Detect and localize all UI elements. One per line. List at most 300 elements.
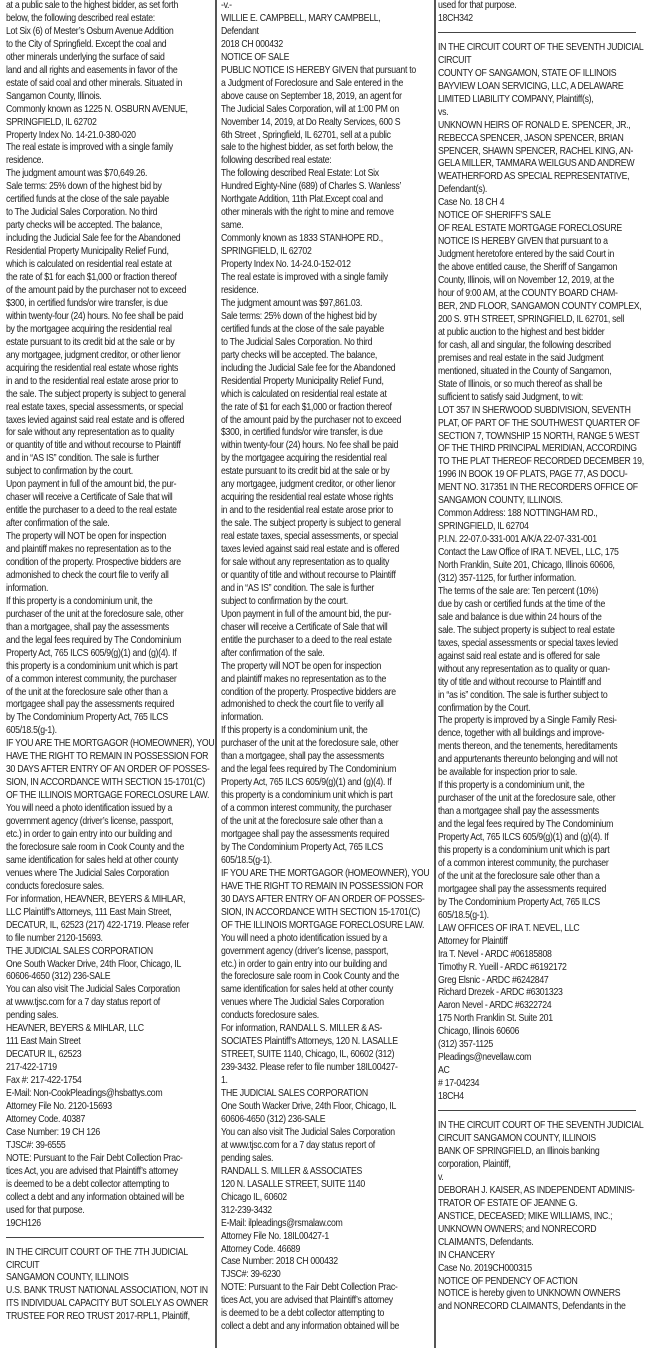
- notice-text-line: certified funds at the close of the sale payable: [221, 323, 384, 335]
- notice-text-line: Property Act, 765 ILCS 605/9(g)(1) and (g)(4). If: [438, 832, 609, 844]
- notice-text-line: by the mortgagee acquiring the residential real: [221, 453, 387, 465]
- notice-separator: [438, 1110, 636, 1111]
- notice-text-line: MENT NO. 317351 IN THE RECORDERS OFFICE OF: [438, 482, 638, 494]
- notice-text-line: $300, in certified funds/or wire transfer, is due: [6, 297, 168, 309]
- notice-text-line: SPRINGFIELD, IL 62702: [6, 116, 97, 128]
- notice-text-line: SION, IN ACCORDANCE WITH SECTION 15-1701(C): [221, 906, 420, 918]
- notice-text-line: If this property is a condominium unit, the: [221, 725, 368, 737]
- notice-text-line: NOTE: Pursuant to the Fair Debt Collection Prac-: [221, 1282, 398, 1294]
- notice-text-line: or quantity of title and without recourse to Plaintiff: [6, 440, 181, 452]
- notice-text-line: Ira T. Nevel - ARDC #06185808: [438, 948, 552, 960]
- notice-text-line: same identification for sales held at other county: [6, 854, 179, 866]
- notice-text-line: IF YOU ARE THE MORTGAGOR (HOMEOWNER), YOU: [221, 867, 430, 879]
- notice-text-line: TRUSTEE FOR REO TRUST 2017-RPL1, Plaintiff,: [6, 1311, 190, 1323]
- notice-text-line: premises and real estate in the said Judgment: [438, 352, 604, 364]
- notice-text-line: purchaser of the unit at the foreclosure sale, other: [221, 738, 399, 750]
- notice-text-line: above cause on September 18, 2019, an agent for: [221, 90, 402, 102]
- notice-text-line: and plaintiff makes no representation as to the: [6, 544, 172, 556]
- column-2: [221, 0, 429, 1356]
- notice-text-line: HEAVNER, BEYERS & MIHLAR, LLC: [6, 1023, 144, 1035]
- notice-text-line: pending sales.: [6, 1010, 59, 1022]
- notice-text-line: mortgagee shall pay the assessments required: [438, 883, 607, 895]
- notice-text-line: the sale. The subject property is subject to general: [221, 518, 401, 530]
- legal-notice-block: [438, 42, 648, 1104]
- notice-text-line: LLC Plaintiff’s Attorneys, 111 East Main Street,: [6, 906, 172, 918]
- notice-text-line: at www.tjsc.com for a 7 day status report of: [221, 1139, 375, 1151]
- notice-text-line: Commonly known as 1833 STANHOPE RD.,: [221, 233, 383, 245]
- notice-text-line: You can also visit The Judicial Sales Corporation: [221, 1126, 395, 1138]
- notice-text-line: entitle the purchaser to a deed to the real estate: [6, 505, 177, 517]
- notice-text-line: corporation, Plaintiff,: [438, 1158, 511, 1170]
- notice-text-line: DECATUR, IL, 62523 (217) 422-1719. Please refer: [6, 919, 190, 931]
- notice-text-line: conducts foreclosure sales.: [6, 880, 104, 892]
- notice-text-line: government agency (driver’s license, passport,: [221, 945, 389, 957]
- notice-text-line: vs.: [438, 106, 449, 118]
- notice-text-line: Property Index No. 14-24.0-152-012: [221, 259, 351, 271]
- notice-text-line: One South Wacker Drive, 24th Floor, Chicago, IL: [6, 958, 182, 970]
- notice-text-line: etc.) in order to gain entry into our building and: [6, 829, 172, 840]
- notice-text-line: 1.: [221, 1075, 228, 1087]
- notice-text-line: to The Judicial Sales Corporation. No third: [6, 207, 158, 219]
- notice-text-line: 2018 CH 000432: [221, 38, 283, 50]
- notice-text-line: IN THE CIRCUIT COURT OF THE 7TH JUDICIAL: [6, 1246, 188, 1258]
- notice-text-line: PLAT, OF PART OF THE SOUTHWEST QUARTER OF: [438, 417, 640, 429]
- notice-text-line: Sangamon County, Illinois.: [6, 90, 102, 102]
- notice-text-line: 60606-4650 (312) 236-SALE: [6, 971, 111, 983]
- notice-text-line: BANK OF SPRINGFIELD, an Illinois banking: [438, 1145, 600, 1157]
- notice-text-line: and in “AS IS” condition. The sale is further: [6, 453, 160, 465]
- notice-text-line: real estate taxes, special assessments, or special: [6, 401, 183, 413]
- notice-text-line: Case Number: 19 CH 126: [6, 1126, 100, 1138]
- notice-text-line: North Franklin, Suite 201, Chicago, Illinois 60606,: [438, 560, 615, 572]
- notice-text-line: AC: [438, 1065, 450, 1077]
- notice-text-line: sufficient to satisfy said Judgment, to wit:: [438, 391, 584, 403]
- notice-text-line: OF THE THIRD PRINCIPAL MERIDIAN, ACCORDING: [438, 443, 637, 455]
- notice-text-line: of the amount paid by the purchaser not to exceed: [221, 414, 402, 426]
- notice-text-line: hour of 9:00 AM, at the COUNTY BOARD CHAM-: [438, 288, 618, 300]
- notice-text-line: WILLIE E. CAMPBELL, MARY CAMPBELL,: [221, 12, 381, 24]
- notice-text-line: Fax #: 217-422-1754: [6, 1075, 82, 1087]
- notice-text-line: other minerals underlying the surface of said: [6, 51, 165, 63]
- notice-text-line: Pleadings@nevellaw.com: [438, 1052, 532, 1064]
- notice-text-line: DECATUR IL, 62523: [6, 1049, 82, 1061]
- notice-text-line: after confirmation of the sale.: [6, 518, 110, 530]
- notice-text-line: to the City of Springfield. Except the coal and: [6, 38, 167, 50]
- notice-text-line: same identification for sales held at other county: [221, 984, 394, 996]
- notice-text-line: 18CH4: [438, 1091, 464, 1103]
- notice-text-line: without any representation as to quality or quan-: [438, 663, 610, 675]
- notice-text-line: BAYVIEW LOAN SERVICING, LLC, A DELAWARE: [438, 80, 624, 92]
- notice-text-line: to file number 2120-15693.: [6, 932, 103, 944]
- notice-text-line: Property Act, 765 ILCS 605/9(g)(1) and (g)(4). If: [6, 647, 177, 659]
- notice-text-line: chaser will receive a Certificate of Sale that will: [221, 621, 388, 633]
- notice-text-line: below, the following described real estate:: [6, 12, 155, 24]
- notice-text-line: Contact the Law Office of IRA T. NEVEL, LLC, 175: [438, 547, 619, 559]
- notice-text-line: within twenty-four (24) hours. No fee shall be paid: [221, 440, 399, 452]
- notice-text-line: at www.tjsc.com for a 7 day status report of: [6, 997, 160, 1009]
- notice-text-line: tity of title and without recourse to Plaintiff and: [438, 676, 601, 688]
- notice-text-line: subject to confirmation by the court.: [221, 595, 348, 607]
- notice-text-line: party checks will be accepted. The balance,: [221, 349, 378, 361]
- notice-text-line: GELA MILLER, TAMMARA WEILGUS AND ANDREW: [438, 158, 635, 170]
- notice-text-line: County, Illinois, will on November 12, 2019, at the: [438, 275, 615, 287]
- notice-text-line: is deemed to be a debt collector attempting to: [6, 1178, 170, 1190]
- notice-text-line: tices Act, you are advised that Plaintiff’s attorney: [221, 1295, 393, 1307]
- notice-text-line: NOTICE is hereby given to UNKNOWN OWNERS: [438, 1288, 621, 1300]
- notice-text-line: IN CHANCERY: [438, 1249, 495, 1261]
- notice-text-line: Northgate Addition, 11th Plat.Except coal and: [221, 194, 383, 206]
- notice-text-line: and the legal fees required by The Condominium: [438, 819, 614, 831]
- notice-text-line: SPENCER, SHAWN SPENCER, RACHEL KING, AN-: [438, 145, 634, 157]
- notice-text-line: information.: [6, 582, 49, 594]
- notice-text-line: LOT 357 IN SHERWOOD SUBDIVISION, SEVENTH: [438, 404, 631, 416]
- notice-text-line: estate pursuant to its credit bid at the sale or by: [6, 336, 175, 348]
- notice-text-line: Chicago, Illinois 60606: [438, 1026, 520, 1038]
- notice-text-line: STREET, SUITE 1140, Chicago, IL, 60602 (312): [221, 1049, 395, 1061]
- notice-text-line: including the Judicial Sale fee for the Abandoned: [6, 233, 181, 245]
- notice-text-line: P.I.N. 22-07.0-331-001 A/K/A 22-07-331-001: [438, 534, 597, 546]
- notice-text-line: this property is a condominium unit which is part: [221, 790, 393, 802]
- notice-text-line: taxes levied against said real estate and is offered: [6, 414, 185, 426]
- notice-text-line: condition of the property. Prospective bidders are: [221, 686, 396, 698]
- column-1: [6, 0, 216, 1356]
- notice-separator: [438, 32, 636, 33]
- notice-text-line: CIRCUIT: [6, 1259, 40, 1271]
- notice-text-line: SECTION 7, TOWNSHIP 15 NORTH, RANGE 5 WEST: [438, 430, 640, 442]
- notice-text-line: than a mortgagee, shall pay the assessments: [221, 751, 384, 763]
- notice-text-line: the rate of $1 for each $1,000 or fraction thereof: [221, 401, 392, 413]
- notice-text-line: used for that purpose.: [438, 0, 517, 11]
- notice-text-line: admonished to check the court file to verify all: [6, 569, 169, 581]
- notice-text-line: SANGAMON COUNTY, ILLINOIS: [6, 1272, 129, 1284]
- notice-text-line: UNKNOWN OWNERS; and NONRECORD: [438, 1223, 597, 1235]
- notice-text-line: the rate of $1 for each $1,000 or fraction thereof: [6, 272, 177, 284]
- notice-text-line: TO THE PLAT THEREOF RECORDED DECEMBER 19,: [438, 456, 644, 468]
- notice-text-line: party checks will be accepted. The balance,: [6, 220, 163, 232]
- notice-text-line: If this property is a condominium unit, the: [6, 595, 153, 607]
- notice-text-line: subject to confirmation by the court.: [6, 466, 133, 478]
- notice-text-line: certified funds at the close of the sale payable: [6, 194, 169, 206]
- notice-text-line: and the legal fees required by The Condominium: [6, 634, 182, 646]
- notice-text-line: Richard Drezek - ARDC #6301323: [438, 987, 563, 999]
- notice-text-line: Upon payment in full of the amount bid, the pur-: [6, 479, 177, 491]
- notice-text-line: sale and balance is due within 24 hours of the: [438, 611, 602, 623]
- notice-text-line: Attorney File No. 18IL00427-1: [221, 1230, 329, 1242]
- column-divider: [434, 0, 436, 1348]
- notice-text-line: 30 DAYS AFTER ENTRY OF AN ORDER OF POSSES-: [6, 764, 210, 776]
- notice-text-line: 120 N. LASALLE STREET, SUITE 1140: [221, 1178, 365, 1190]
- notice-text-line: 60606-4650 (312) 236-SALE: [221, 1113, 326, 1125]
- notice-text-line: CIRCUIT: [438, 54, 472, 66]
- notice-text-line: SION, IN ACCORDANCE WITH SECTION 15-1701(C): [6, 777, 205, 789]
- notice-text-line: venues where The Judicial Sales Corporation: [6, 867, 169, 879]
- notice-text-line: NOTICE IS HEREBY GIVEN that pursuant to a: [438, 236, 608, 248]
- notice-text-line: U.S. BANK TRUST NATIONAL ASSOCIATION, NOT IN: [6, 1285, 208, 1297]
- notice-text-line: Case Number: 2018 CH 000432: [221, 1256, 338, 1268]
- notice-text-line: Attorney File No. 2120-15693: [6, 1101, 112, 1113]
- notice-text-line: Attorney Code. 46689: [221, 1243, 301, 1255]
- notice-text-line: other minerals with the right to mine and remove: [221, 207, 394, 219]
- notice-text-line: the sale. The subject property is subject to general: [6, 388, 186, 400]
- notice-text-line: Attorney for Plaintiff: [438, 935, 508, 947]
- notice-text-line: PUBLIC NOTICE IS HEREBY GIVEN that pursuant to: [221, 64, 416, 76]
- notice-text-line: in “as is” condition. The sale is further subject to: [438, 689, 608, 701]
- notice-text-line: The following described Real Estate: Lot Six: [221, 168, 379, 180]
- notice-text-line: 30 DAYS AFTER ENTRY OF AN ORDER OF POSSES-: [221, 893, 425, 905]
- notice-text-line: mentioned, situated in the County of Sangamon,: [438, 365, 612, 377]
- notice-text-line: of the unit at the foreclosure sale other than a: [438, 870, 600, 882]
- notice-text-line: $300, in certified funds/or wire transfer, is due: [221, 427, 383, 439]
- notice-text-line: Lot Six (6) of Mester’s Osburn Avenue Addition: [6, 25, 174, 37]
- notice-text-line: Property Index No. 14-21.0-380-020: [6, 129, 136, 141]
- notice-text-line: against said real estate and is offered for sale: [438, 650, 600, 662]
- notice-text-line: You will need a photo identification issued by a: [6, 803, 173, 815]
- notice-text-line: E-Mail: Non-CookPleadings@hsbattys.com: [6, 1088, 163, 1100]
- notice-text-line: taxes levied against said real estate and is offered: [221, 544, 400, 556]
- notice-text-line: 312-239-3432: [221, 1204, 272, 1216]
- notice-text-line: of the unit at the foreclosure sale other than a: [6, 686, 168, 698]
- notice-text-line: same.: [221, 220, 244, 232]
- notice-text-line: 19CH126: [6, 1217, 41, 1229]
- notice-text-line: You will need a photo identification issued by a: [221, 932, 388, 944]
- notice-text-line: in and to the residential real estate arose prior to: [221, 505, 394, 517]
- notice-text-line: HAVE THE RIGHT TO REMAIN IN POSSESSION FOR: [221, 880, 424, 892]
- notice-text-line: due by cash or certified funds at the time of the: [438, 598, 606, 610]
- notice-text-line: tices Act, you are advised that Plaintiff’s attorney: [6, 1165, 178, 1177]
- notice-text-line: by The Condominium Property Act, 765 ILCS: [6, 712, 168, 724]
- notice-text-line: IN THE CIRCUIT COURT OF THE SEVENTH JUDICIAL: [438, 1120, 644, 1132]
- notice-text-line: COUNTY OF SANGAMON, STATE OF ILLINOIS: [438, 67, 617, 79]
- notice-text-line: to The Judicial Sales Corporation. No third: [221, 336, 373, 348]
- legal-notice-block: [221, 0, 429, 1334]
- notice-text-line: Sale terms: 25% down of the highest bid by: [6, 181, 162, 193]
- notice-text-line: TJSC#: 39-6230: [221, 1269, 281, 1281]
- notice-text-line: Sale terms: 25% down of the highest bid by: [221, 310, 377, 322]
- notice-text-line: UNKNOWN HEIRS OF RONALD E. SPENCER, JR.,: [438, 119, 631, 131]
- notice-text-line: collect a debt and any information obtained will be: [221, 1321, 400, 1333]
- notice-text-line: 6th Street , Springfield, IL 62701, sell at a public: [221, 129, 391, 141]
- notice-text-line: of the amount paid by the purchaser not to exceed: [6, 284, 187, 296]
- notice-text-line: The judgment amount was $97,861.03.: [221, 297, 363, 309]
- notice-text-line: Residential Property Municipality Relief Fund,: [221, 375, 384, 387]
- notice-text-line: acquiring the residential real estate whose rights: [221, 492, 394, 504]
- notice-text-line: conducts foreclosure sales.: [221, 1010, 319, 1022]
- notice-text-line: The property will NOT be open for inspection: [221, 660, 382, 672]
- notice-text-line: the above entitled cause, the Sheriff of Sangamon: [438, 262, 618, 274]
- notice-text-line: mortgagee shall pay the assessments required: [6, 699, 175, 711]
- notice-text-line: The property is improved by a Single Family Resi-: [438, 715, 617, 727]
- notice-text-line: which is calculated on residential real estate at: [221, 388, 387, 400]
- notice-text-line: ANSTICE, DECEASED; MIKE WILLIAMS, INC.;: [438, 1210, 613, 1222]
- notice-text-line: Judgment heretofore entered by the said Court in: [438, 249, 615, 261]
- notice-text-line: etc.) in order to gain entry into our building and: [221, 958, 387, 970]
- notice-text-line: purchaser of the unit at the foreclosure sale, other: [438, 793, 616, 805]
- notice-text-line: You can also visit The Judicial Sales Corporation: [6, 984, 180, 996]
- notice-text-line: OF REAL ESTATE MORTGAGE FORECLOSURE: [438, 223, 622, 235]
- notice-text-line: collect a debt and any information obtained will be: [6, 1191, 185, 1203]
- notice-text-line: a Judgment of Foreclosure and Sale entered in the: [221, 77, 404, 89]
- notice-text-line: any mortgagee, judgment creditor, or other lienor: [221, 479, 396, 491]
- notice-text-line: estate pursuant to its credit bid at the sale or by: [221, 466, 390, 478]
- notice-text-line: by The Condominium Property Act, 765 ILCS: [221, 841, 383, 853]
- notice-text-line: dence, together with all buildings and improve-: [438, 728, 605, 740]
- notice-text-line: pending sales.: [221, 1152, 274, 1164]
- notice-text-line: or quantity of title and without recourse to Plaintiff: [221, 569, 396, 581]
- notice-text-line: 239-3432. Please refer to file number 18IL00427-: [221, 1062, 398, 1074]
- legal-notice-block: [438, 1120, 648, 1314]
- notice-text-line: 200 S. 9TH STREET, SPRINGFIELD, IL 62701, sell: [438, 313, 625, 325]
- notice-text-line: residence.: [221, 284, 259, 296]
- notice-text-line: entitle the purchaser to a deed to the real estate: [221, 634, 392, 646]
- notice-text-line: DEBORAH J. KAISER, AS INDEPENDENT ADMINIS-: [438, 1184, 635, 1196]
- notice-text-line: than a mortgagee, shall pay the assessments: [6, 621, 169, 633]
- notice-text-line: any mortgagee, judgment creditor, or other lienor: [6, 349, 181, 361]
- notice-text-line: of a common interest community, the purchaser: [6, 673, 177, 685]
- notice-text-line: this property is a condominium unit which is part: [438, 845, 610, 856]
- notice-text-line: for sale without any representation as to quality: [221, 556, 390, 568]
- notice-text-line: SPRINGFIELD, IL 62704: [438, 521, 529, 533]
- notice-text-line: NOTICE OF PENDENCY OF ACTION: [438, 1275, 578, 1287]
- notice-text-line: Commonly known as 1225 N. OSBURN AVENUE,: [6, 103, 188, 115]
- notice-text-line: purchaser of the unit at the foreclosure sale, other: [6, 608, 184, 620]
- column-3: [438, 0, 648, 1356]
- notice-separator: [6, 1237, 204, 1238]
- notice-text-line: the foreclosure sale room in Cook County and the: [6, 841, 185, 853]
- notice-text-line: CIRCUIT SANGAMON COUNTY, ILLINOIS: [438, 1133, 596, 1145]
- notice-text-line: For information, RANDALL S. MILLER & AS-: [221, 1023, 383, 1035]
- notice-text-line: WEATHERFORD AS SPECIAL REPRESENTATIVE,: [438, 171, 630, 183]
- notice-text-line: 175 North Franklin St. Suite 201: [438, 1013, 553, 1025]
- notice-text-line: 111 East Main Street: [6, 1036, 81, 1048]
- notice-text-line: and appurtenants thereunto belonging and will not: [438, 754, 618, 766]
- notice-text-line: -v.-: [221, 0, 232, 11]
- notice-text-line: of a common interest community, the purchaser: [221, 803, 392, 815]
- notice-text-line: If this property is a condominium unit, the: [438, 780, 585, 792]
- notice-text-line: residence.: [6, 155, 44, 167]
- legal-notice-block: [6, 0, 216, 1231]
- notice-text-line: acquiring the residential real estate whose rights: [6, 362, 179, 374]
- notice-text-line: LAW OFFICES OF IRA T. NEVEL, LLC: [438, 922, 580, 934]
- notice-text-line: One South Wacker Drive, 24th Floor, Chicago, IL: [221, 1101, 397, 1113]
- notice-text-line: The terms of the sale are: Ten percent (10%): [438, 585, 599, 597]
- notice-text-line: and in “AS IS” condition. The sale is further: [221, 582, 375, 594]
- notice-text-line: THE JUDICIAL SALES CORPORATION: [221, 1088, 368, 1100]
- notice-text-line: chaser will receive a Certificate of Sale that will: [6, 492, 173, 504]
- notice-text-line: The judgment amount was $70,649.26.: [6, 168, 148, 180]
- notice-text-line: (312) 357-1125: [438, 1039, 493, 1051]
- notice-text-line: RANDALL S. MILLER & ASSOCIATES: [221, 1165, 363, 1177]
- notice-text-line: THE JUDICIAL SALES CORPORATION: [6, 945, 153, 957]
- notice-text-line: 18CH342: [438, 12, 473, 24]
- notice-text-line: The Judicial Sales Corporation, will at 1:00 PM on: [221, 103, 399, 115]
- notice-text-line: IN THE CIRCUIT COURT OF THE SEVENTH JUDICIAL: [438, 41, 644, 53]
- notice-text-line: E-Mail: ilpleadings@rsmalaw.com: [221, 1217, 343, 1229]
- notice-text-line: mortgagee shall pay the assessments required: [221, 829, 390, 840]
- notice-text-line: the foreclosure sale room in Cook County and the: [221, 971, 400, 983]
- notice-text-line: Common Address: 188 NOTTINGHAM RD.,: [438, 508, 598, 520]
- legal-notice-block: [6, 1247, 216, 1325]
- notice-text-line: State of Illinois, or so much thereof as shall be: [438, 378, 603, 390]
- notice-text-line: and plaintiff makes no representation as to the: [221, 673, 387, 685]
- notice-text-line: 1996 IN BOOK 19 OF PLATS, PAGE 77, AS DOCU-: [438, 469, 628, 481]
- notice-text-line: 605/18.5(g-1).: [6, 725, 57, 737]
- notice-text-line: OF THE ILLINOIS MORTGAGE FORECLOSURE LAW.: [221, 919, 425, 931]
- notice-text-line: Case No. 2019CH000315: [438, 1262, 532, 1274]
- notice-text-line: Residential Property Municipality Relief Fund,: [6, 246, 169, 258]
- notice-text-line: real estate taxes, special assessments, or special: [221, 531, 398, 543]
- notice-text-line: OF THE ILLINOIS MORTGAGE FORECLOSURE LAW.: [6, 790, 210, 802]
- notice-text-line: (312) 357-1125, for further information.: [438, 572, 576, 584]
- notice-text-line: at a public sale to the highest bidder, as set forth: [6, 0, 179, 11]
- notice-text-line: HAVE THE RIGHT TO REMAIN IN POSSESSION FOR: [6, 751, 209, 763]
- notice-text-line: than a mortgagee shall pay the assessments: [438, 806, 599, 818]
- notice-text-line: SANGAMON COUNTY, ILLINOIS.: [438, 495, 563, 507]
- notice-text-line: IF YOU ARE THE MORTGAGOR (HOMEOWNER), YOU: [6, 738, 215, 750]
- notice-text-line: condition of the property. Prospective bidders are: [6, 556, 181, 568]
- notice-text-line: Greg Elsnic - ARDC #6242847: [438, 974, 549, 986]
- notice-text-line: Case No. 18 CH 4: [438, 197, 505, 209]
- notice-text-line: # 17-04234: [438, 1078, 480, 1090]
- notice-text-line: land and all rights and easements in favor of the: [6, 64, 178, 76]
- notice-text-line: NOTICE OF SHERIFF’S SALE: [438, 210, 551, 222]
- notice-text-line: confirmation by the Court.: [438, 702, 531, 714]
- notice-text-line: ments thereon, and the tenements, hereditaments: [438, 741, 618, 753]
- notice-text-line: and NONRECORD CLAIMANTS, Defendants in the: [438, 1301, 626, 1313]
- notice-text-line: BER, 2ND FLOOR, SANGAMON COUNTY COMPLEX,: [438, 300, 642, 312]
- notice-text-line: is deemed to be a debt collector attempting to: [221, 1308, 385, 1320]
- notice-text-line: by the mortgagee acquiring the residential real: [6, 323, 172, 335]
- notice-text-line: of the unit at the foreclosure sale other than a: [221, 816, 383, 828]
- notice-text-line: Upon payment in full of the amount bid, the pur-: [221, 608, 392, 620]
- notice-text-line: Chicago IL, 60602: [221, 1191, 287, 1203]
- notice-text-line: estate of said coal and other minerals. Situated in: [6, 77, 183, 89]
- notice-text-line: Defendant(s).: [438, 184, 488, 196]
- notice-text-line: Attorney Code. 40387: [6, 1113, 86, 1125]
- notice-text-line: CLAIMANTS, Defendants.: [438, 1236, 534, 1248]
- notice-text-line: SOCIATES Plaintiff’s Attorneys, 120 N. LASALLE: [221, 1036, 398, 1048]
- notice-text-line: information.: [221, 712, 264, 724]
- notice-text-line: taxes, special assessments or special taxes levied: [438, 637, 618, 649]
- notice-text-line: REBECCA SPENCER, JASON SPENCER, BRIAN: [438, 132, 624, 144]
- notice-text-line: 605/18.5(g-1).: [438, 909, 489, 921]
- notice-text-line: The real estate is improved with a single family: [6, 142, 173, 154]
- notice-text-line: Defendant: [221, 25, 259, 37]
- notice-text-line: ITS INDIVIDUAL CAPACITY BUT SOLELY AS OWNER: [6, 1298, 209, 1310]
- notice-text-line: 605/18.5(g-1).: [221, 854, 272, 866]
- notice-text-line: in and to the residential real estate arose prior to: [6, 375, 179, 387]
- notice-text-line: 217-422-1719: [6, 1062, 57, 1074]
- notice-text-line: including the Judicial Sale fee for the Abandoned: [221, 362, 396, 374]
- notice-text-line: NOTICE OF SALE: [221, 51, 290, 63]
- notice-text-line: admonished to check the court file to verify all: [221, 699, 384, 711]
- notice-text-line: be available for inspection prior to sale.: [438, 767, 578, 779]
- notice-text-line: used for that purpose.: [6, 1204, 85, 1216]
- notice-text-line: by The Condominium Property Act, 765 ILCS: [438, 896, 600, 908]
- notice-text-line: following described real estate:: [221, 155, 332, 167]
- notice-text-line: within twenty-four (24) hours. No fee shall be paid: [6, 310, 184, 322]
- notice-text-line: and the legal fees required by The Condominium: [221, 764, 397, 776]
- notice-text-line: at public auction to the highest and best bidder: [438, 326, 605, 338]
- notice-text-line: The property will NOT be open for inspection: [6, 531, 167, 543]
- notice-text-line: after confirmation of the sale.: [221, 647, 325, 659]
- notice-text-line: for sale without any representation as to quality: [6, 427, 175, 439]
- notice-text-line: SPRINGFIELD, IL 62702: [221, 246, 312, 258]
- notice-text-line: v.: [438, 1171, 444, 1183]
- notice-text-line: Hundred Eighty-Nine (689) of Charles S. Wanless’: [221, 181, 402, 193]
- notice-text-line: For information, HEAVNER, BEYERS & MIHLAR,: [6, 893, 186, 905]
- notice-text-line: this property is a condominium unit which is part: [6, 660, 178, 672]
- notice-text-line: which is calculated on residential real estate at: [6, 259, 172, 271]
